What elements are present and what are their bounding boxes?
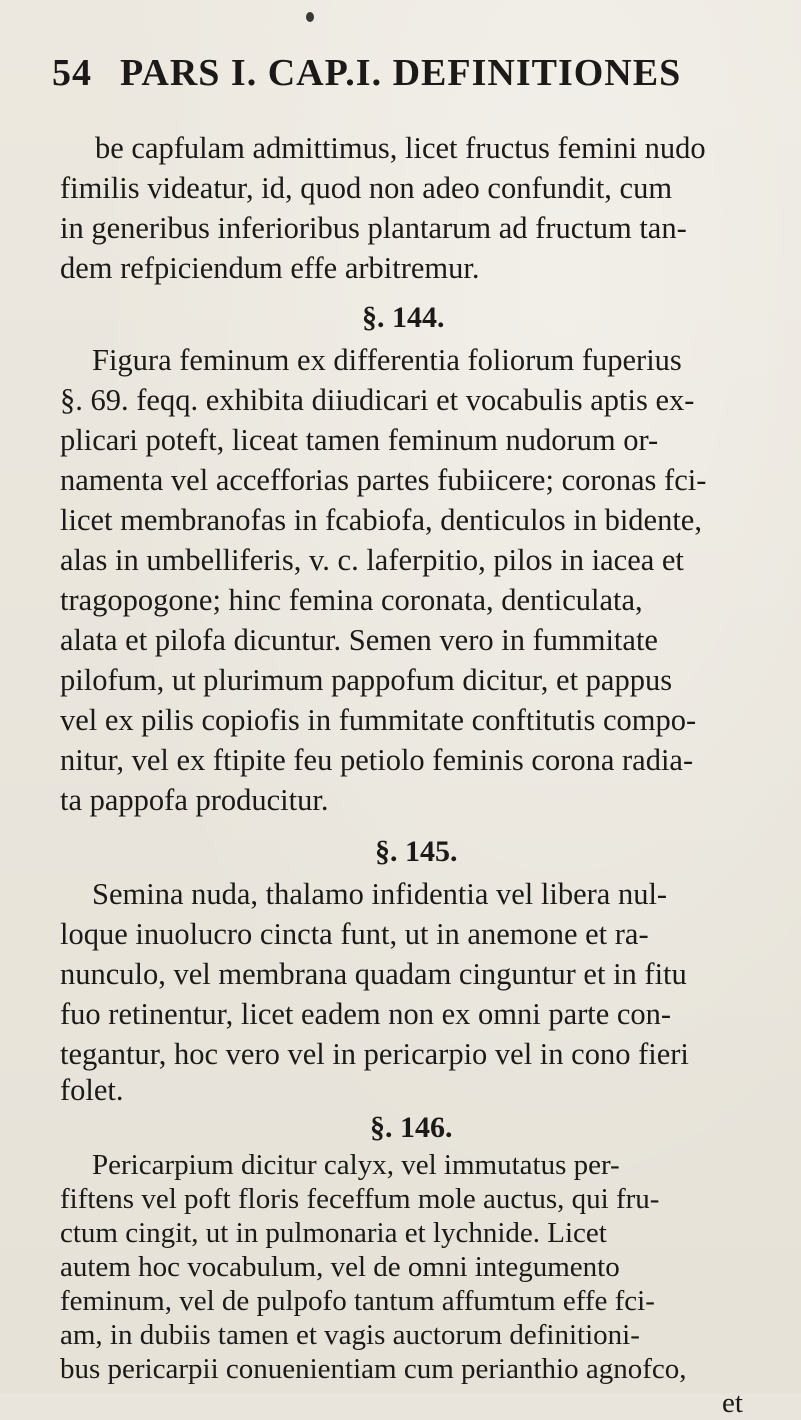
catchword: et: [722, 1387, 743, 1419]
page-number: 54: [52, 52, 92, 94]
section-heading: §. 144.: [362, 301, 445, 334]
text-line: dem refpiciendum effe arbitremur.: [60, 251, 480, 285]
text-line: folet.: [60, 1073, 124, 1107]
text-line: nitur, vel ex ftipite feu petiolo feminis corona radia-: [60, 743, 694, 777]
text-line: alata et pilofa dicuntur. Semen vero in fummitate: [60, 623, 658, 657]
text-line: vel ex pilis copiofis in fummitate conftitutis compo-: [60, 703, 697, 737]
text-line: nunculo, vel membrana quadam cinguntur et in fitu: [60, 957, 687, 991]
text-line: licet membranofas in fcabiofa, denticulos in bidente,: [60, 503, 702, 537]
text-line: fiftens vel poft floris feceffum mole auctus, qui fru-: [60, 1183, 660, 1215]
text-line: plicari poteft, liceat tamen feminum nudorum or-: [60, 423, 659, 457]
text-line: alas in umbelliferis, v. c. laferpitio, pilos in iacea et: [60, 543, 684, 577]
ink-mark: [306, 12, 314, 22]
text-line: autem hoc vocabulum, vel de omni integumento: [60, 1251, 620, 1283]
text-line: in generibus inferioribus plantarum ad fructum tan-: [60, 211, 687, 245]
text-line: tegantur, hoc vero vel in pericarpio vel in cono fieri: [60, 1037, 689, 1071]
text-line: bus pericarpii conuenientiam cum perianthio agnofco,: [60, 1353, 687, 1385]
text-line: tragopogone; hinc femina coronata, denticulata,: [60, 583, 643, 617]
text-line: fimilis videatur, id, quod non adeo confundit, cum: [60, 171, 673, 205]
text-line: Figura feminum ex differentia foliorum fuperius: [92, 343, 682, 377]
text-line: §. 69. feqq. exhibita diiudicari et vocabulis aptis ex-: [60, 383, 695, 417]
text-line: ta pappofa producitur.: [60, 783, 329, 817]
text-line: Semina nuda, thalamo infidentia vel libera nul-: [92, 877, 668, 911]
section-heading: §. 146.: [370, 1111, 453, 1144]
running-header: [52, 48, 772, 98]
section-heading: §. 145.: [375, 835, 458, 868]
text-line: am, in dubiis tamen et vagis auctorum definitioni-: [60, 1319, 640, 1351]
text-line: Pericarpium dicitur calyx, vel immutatus per-: [92, 1149, 620, 1181]
running-title: PARS I. CAP.I. DEFINITIONES: [120, 52, 682, 94]
text-line: fuo retinentur, licet eadem non ex omni parte con-: [60, 997, 672, 1031]
text-line: feminum, vel de pulpofo tantum affumtum effe fci-: [60, 1285, 655, 1317]
text-line: pilofum, ut plurimum pappofum dicitur, et pappus: [60, 663, 673, 697]
text-line: be capfulam admittimus, licet fructus femini nudo: [95, 131, 706, 165]
text-line: ctum cingit, ut in pulmonaria et lychnide. Licet: [60, 1217, 607, 1249]
text-line: namenta vel accefforias partes fubiicere; coronas fci-: [60, 463, 707, 497]
text-line: loque inuolucro cincta funt, ut in anemone et ra-: [60, 917, 649, 951]
